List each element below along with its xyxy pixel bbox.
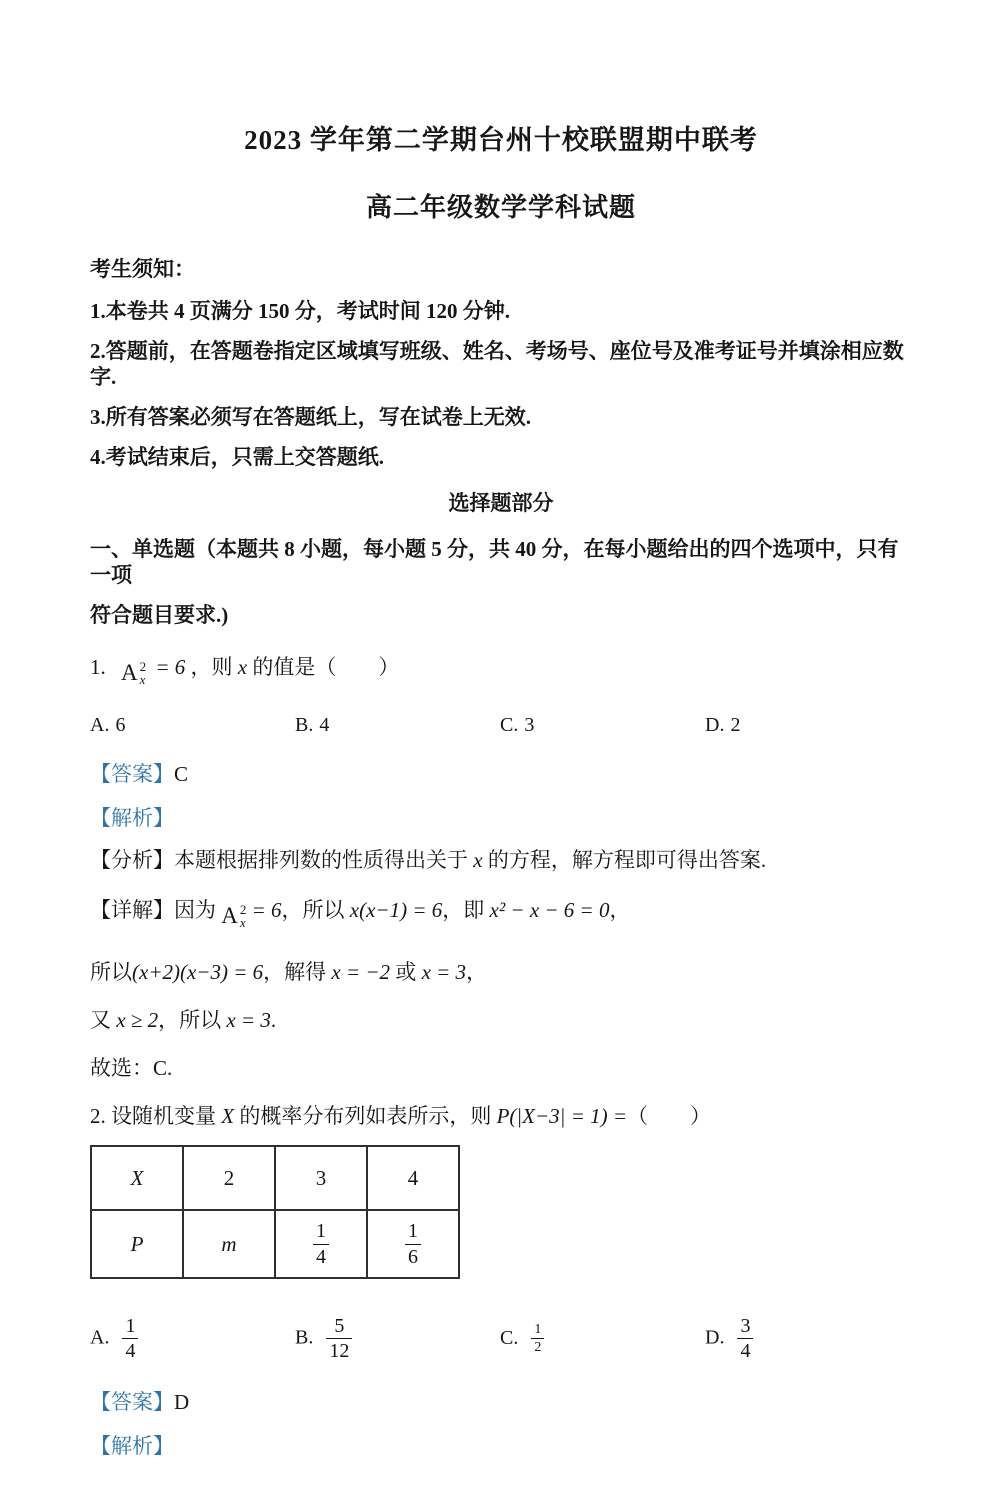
q2-option-b xyxy=(295,1315,500,1363)
q1-l2-m2: x = −2 xyxy=(331,960,391,984)
perm-superscript: 2 xyxy=(139,659,147,674)
q2-option-a xyxy=(90,1315,295,1363)
q1-l2-m1: (x+2)(x−3) = 6 xyxy=(132,960,264,984)
q2-option-b-label: B. xyxy=(295,1326,314,1349)
q1-detail-t1: 因为 xyxy=(174,898,216,922)
exam-title: 2023 学年第二学期台州十校联盟期中联考 xyxy=(244,125,758,155)
fraction-1-6 xyxy=(405,1220,421,1268)
q1-option-c xyxy=(500,714,705,737)
fraction-numerator: 1 xyxy=(531,1322,544,1340)
q2-option-c xyxy=(500,1322,705,1356)
q1-option-d xyxy=(705,714,912,737)
q1-detail-m3: x² − x − 6 = 0 xyxy=(489,898,610,922)
xiangjie-tag: 【详解】 xyxy=(90,898,174,922)
permutation-symbol xyxy=(121,660,146,686)
q2-stem-math: P(|X−3| = 1) = xyxy=(496,1104,628,1128)
q1-answer-value: C xyxy=(174,762,189,786)
q2-option-c-label: C. xyxy=(500,1326,519,1349)
fraction-numerator: 1 xyxy=(122,1315,138,1339)
table-cell-x-label: X xyxy=(91,1146,183,1210)
answer-tag: 【答案】 xyxy=(90,762,174,786)
q1-option-b xyxy=(295,714,500,737)
q2-option-d xyxy=(705,1315,912,1363)
q1-l3-m1: x ≥ 2 xyxy=(116,1008,159,1032)
q1-option-a-label: A. xyxy=(90,714,110,736)
perm-base: A xyxy=(121,660,138,685)
q1-stem-mid: ，则 xyxy=(190,655,238,679)
question-2-stem xyxy=(90,1103,912,1129)
q1-option-a xyxy=(90,714,295,737)
table-cell-p-label: P xyxy=(91,1210,183,1278)
q1-analysis-variable: x xyxy=(473,848,483,872)
q1-l2-t3: 或 xyxy=(390,960,422,984)
q1-option-a-value: 6 xyxy=(115,714,126,736)
perm-scripts xyxy=(140,660,147,686)
notice-item-3: 3.所有答案必须写在答题纸上，写在试卷上无效. xyxy=(90,405,531,429)
fraction-numerator: 5 xyxy=(326,1315,352,1339)
q1-option-d-label: D. xyxy=(705,714,725,736)
q2-stem-pre: 设随机变量 xyxy=(105,1104,222,1128)
question-1-number: 1. xyxy=(90,655,106,679)
permutation-symbol xyxy=(221,903,246,929)
table-cell-x-value-2: 3 xyxy=(275,1146,367,1210)
q2-answer-value: D xyxy=(174,1389,190,1414)
q1-l2-t1: 所以 xyxy=(90,960,132,984)
fenxi-tag: 【分析】 xyxy=(90,848,174,872)
q2-stem-tail: （ ） xyxy=(627,1104,712,1128)
q2-option-c-fraction xyxy=(531,1322,544,1356)
table-cell-p-frac1 xyxy=(275,1210,367,1278)
q1-detail-line1 xyxy=(90,897,912,929)
q1-analysis-post: 的方程，解方程即可得出答案. xyxy=(482,848,767,872)
table-cell-p-frac2 xyxy=(367,1210,459,1278)
q1-l2-m3: x = 3 xyxy=(421,960,467,984)
q1-l3-t2: ，所以 xyxy=(158,1008,227,1032)
q2-stem-variable: X xyxy=(221,1104,235,1128)
fraction-denominator: 12 xyxy=(329,1340,350,1363)
answer-tag: 【答案】 xyxy=(90,1389,174,1414)
table-cell-x-value-3: 4 xyxy=(367,1146,459,1210)
q1-conclusion: 故选：C. xyxy=(90,1056,173,1080)
table-cell-x-value-1: 2 xyxy=(183,1146,275,1210)
q1-analysis-pre: 本题根据排列数的性质得出关于 xyxy=(174,848,474,872)
fraction-denominator: 6 xyxy=(408,1245,418,1268)
table-row-p xyxy=(91,1210,459,1278)
fraction-numerator: 1 xyxy=(313,1220,329,1244)
q1-detail-t4: ， xyxy=(609,898,631,922)
q1-option-b-value: 4 xyxy=(319,714,330,736)
q2-stem-mid: 的概率分布列如表所示，则 xyxy=(234,1104,497,1128)
q2-jiexi-tag: 【解析】 xyxy=(90,1433,174,1458)
q1-stem-variable: x xyxy=(237,655,248,679)
section-one-heading-line1: 一、单选题（本题共 8 小题，每小题 5 分，共 40 分，在每小题给出的四个选项中，只有一项 xyxy=(90,537,899,587)
q2-answer-line xyxy=(90,1389,912,1415)
q1-detail-m1: = 6 xyxy=(251,898,282,922)
perm-superscript: 2 xyxy=(239,902,247,917)
q2-option-b-fraction xyxy=(326,1315,352,1363)
q1-detail-line3 xyxy=(90,1007,912,1033)
q1-equation: = 6 xyxy=(155,655,186,679)
fraction-numerator: 1 xyxy=(405,1220,421,1244)
perm-base: A xyxy=(221,903,238,928)
q1-l3-t1: 又 xyxy=(90,1008,117,1032)
q1-option-b-label: B. xyxy=(295,714,314,736)
question-1-stem xyxy=(90,654,912,686)
notice-item-4: 4.考试结束后，只需上交答题纸. xyxy=(90,445,384,469)
section-part-title: 选择题部分 xyxy=(448,491,554,515)
q1-option-c-value: 3 xyxy=(524,714,535,736)
table-row-x xyxy=(91,1146,459,1210)
perm-subscript: x xyxy=(239,915,246,930)
section-one-heading-line2: 符合题目要求.) xyxy=(90,603,229,627)
fraction-1-4 xyxy=(313,1220,329,1268)
q1-analysis-line xyxy=(90,847,912,873)
question-1-options xyxy=(90,714,912,737)
q1-detail-t3: ，即 xyxy=(442,898,490,922)
notice-item-1: 1.本卷共 4 页满分 150 分，考试时间 120 分钟. xyxy=(90,299,510,323)
fraction-denominator: 4 xyxy=(740,1340,751,1363)
q2-option-a-label: A. xyxy=(90,1326,110,1349)
q1-l3-m2: x = 3 xyxy=(226,1008,271,1032)
q1-detail-line2 xyxy=(90,959,912,985)
q1-l3-t3: . xyxy=(270,1008,277,1032)
q1-answer-line xyxy=(90,761,912,787)
q2-option-d-label: D. xyxy=(705,1326,725,1349)
exam-subtitle: 高二年级数学学科试题 xyxy=(365,193,636,222)
q2-option-a-fraction xyxy=(122,1315,138,1363)
q1-l2-t4: ， xyxy=(466,960,488,984)
question-2-options xyxy=(90,1315,912,1363)
perm-scripts xyxy=(240,903,247,929)
q1-detail-m2: x(x−1) = 6 xyxy=(349,898,443,922)
q2-option-d-fraction xyxy=(737,1315,753,1363)
notice-heading: 考生须知： xyxy=(90,257,195,281)
notice-item-2: 2.答题前，在答题卷指定区域填写班级、姓名、考场号、座位号及准考证号并填涂相应数字. xyxy=(90,339,904,389)
probability-distribution-table xyxy=(90,1145,460,1279)
question-2-number: 2. xyxy=(90,1104,106,1128)
q1-l2-t2: ，解得 xyxy=(263,960,332,984)
q1-option-d-value: 2 xyxy=(730,714,741,736)
perm-subscript: x xyxy=(139,672,146,687)
fraction-denominator: 2 xyxy=(534,1340,542,1356)
fraction-denominator: 4 xyxy=(316,1245,326,1268)
fraction-numerator: 3 xyxy=(737,1315,753,1339)
q1-detail-t2: ，所以 xyxy=(281,898,350,922)
fraction-denominator: 4 xyxy=(125,1340,136,1363)
q1-jiexi-tag: 【解析】 xyxy=(90,806,174,830)
table-cell-p-m: m xyxy=(183,1210,275,1278)
q1-stem-tail: 的值是（ ） xyxy=(252,655,400,679)
q1-option-c-label: C. xyxy=(500,714,519,736)
